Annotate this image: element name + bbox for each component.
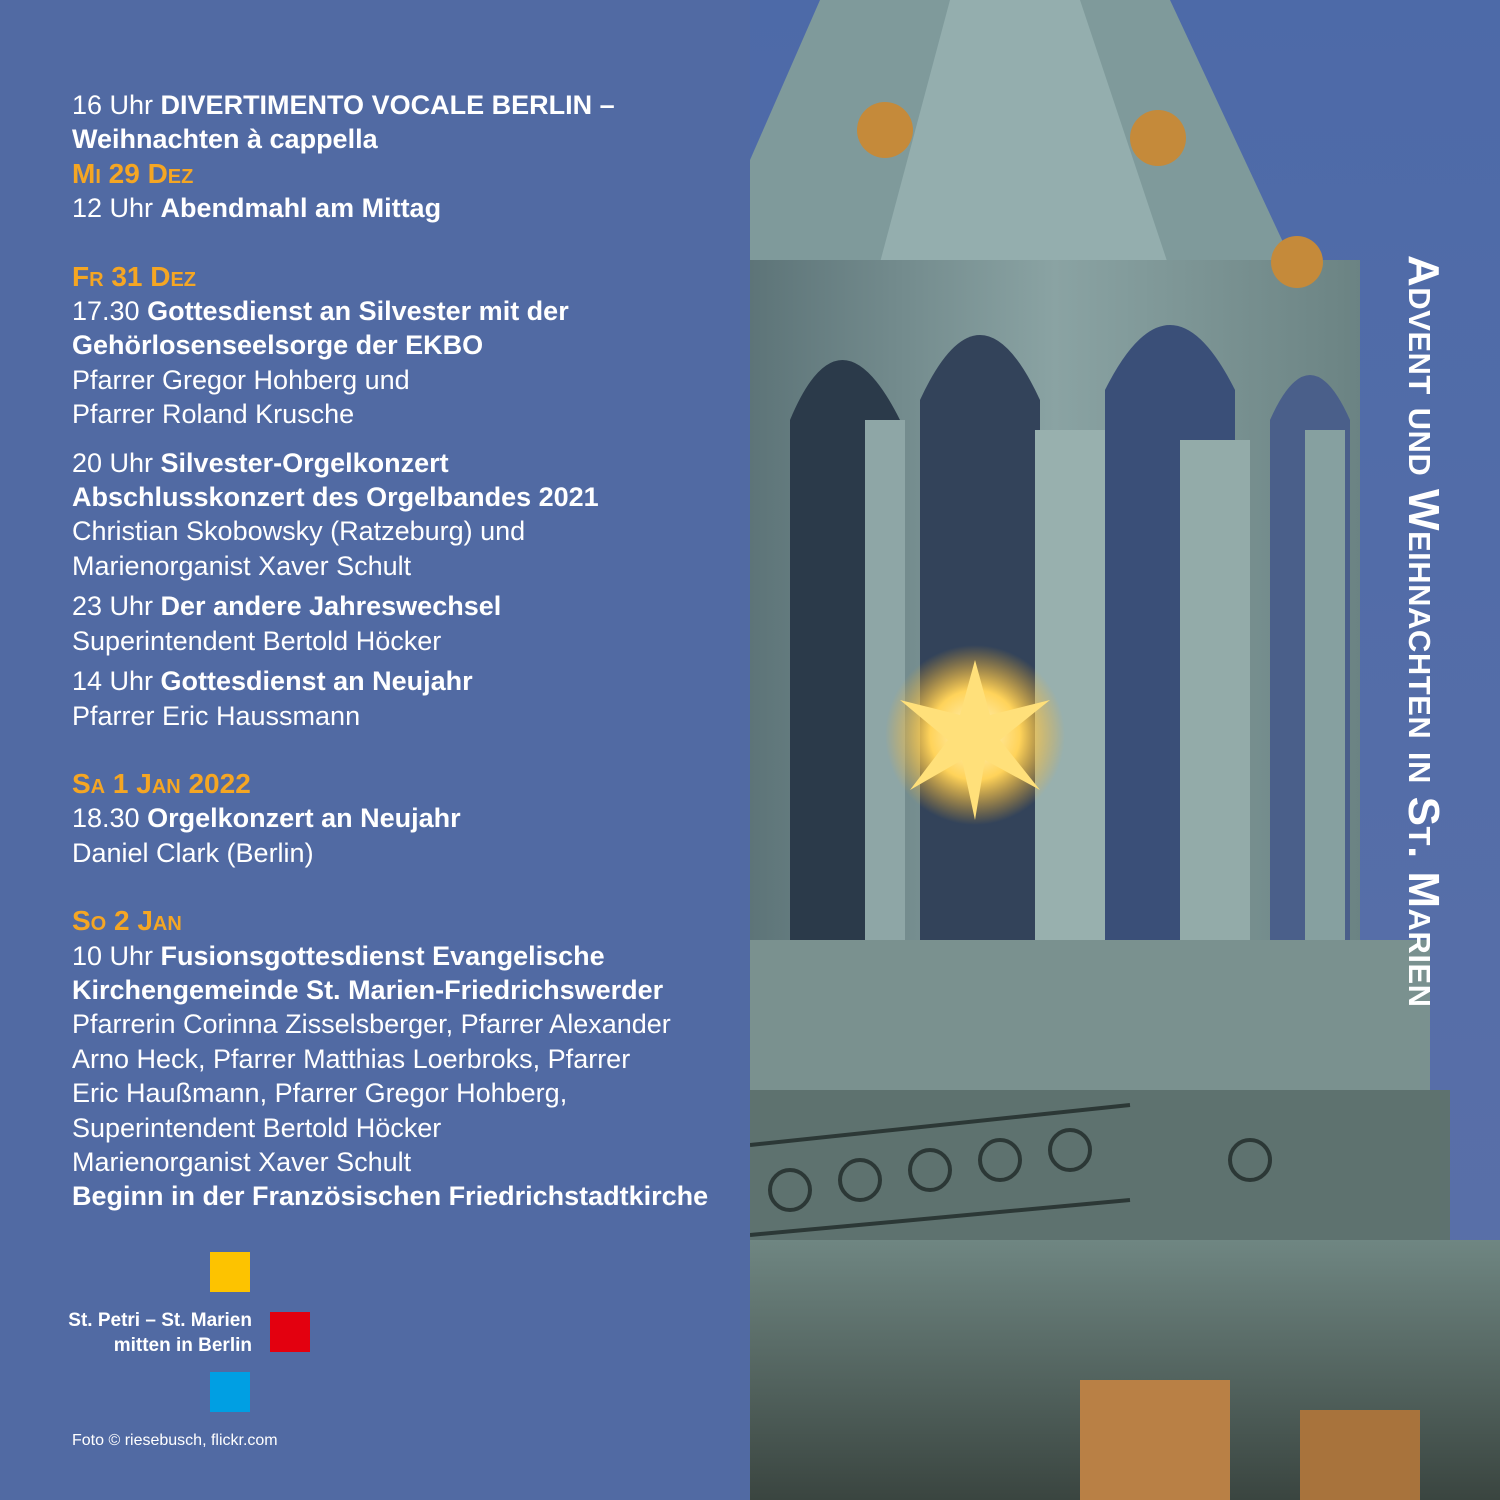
- day-heading: Mi 29 Dez: [72, 157, 194, 189]
- event-time-line: [72, 294, 742, 328]
- event-title: Gehörlosenseelsorge der EKBO: [72, 330, 484, 361]
- day-heading: So 2 Jan: [72, 905, 182, 937]
- event-location-note: Beginn in der Französischen Friedrichstadtkirche: [72, 1181, 709, 1212]
- event-time-line: [72, 801, 742, 835]
- event-title: Der andere Jahreswechsel: [160, 591, 502, 622]
- event-time-line: [72, 939, 742, 973]
- event-performer: Pfarrer Eric Haussmann: [72, 700, 361, 731]
- event-time: 18.30: [72, 803, 148, 834]
- event-schedule: [72, 88, 742, 1214]
- event-performer: Superintendent Bertold Höcker: [72, 1112, 442, 1143]
- event-time-line: [72, 446, 742, 480]
- logo-yellow-square: [210, 1252, 250, 1292]
- vertical-title-text: Advent und Weihnachten in St. Marien: [1399, 255, 1448, 1008]
- logo-red-square: [270, 1312, 310, 1352]
- event-performer: Christian Skobowsky (Ratzeburg) und: [72, 516, 526, 547]
- event-title: Abschlusskonzert des Orgelbandes 2021: [72, 482, 599, 513]
- parish-logo: [60, 1252, 320, 1414]
- logo-blue-square: [210, 1372, 250, 1412]
- event-performer: Pfarrer Roland Krusche: [72, 399, 355, 430]
- event-time-line: [72, 664, 742, 698]
- logo-line-1: St. Petri – St. Marien: [68, 1310, 252, 1331]
- event-time: 12 Uhr: [72, 193, 161, 224]
- tower-illustration: [750, 0, 1500, 1500]
- event-performer: Pfarrerin Corinna Zisselsberger, Pfarrer Alexander: [72, 1009, 671, 1040]
- event-title: DIVERTIMENTO VOCALE BERLIN –: [160, 90, 615, 120]
- event-title: Fusionsgottesdienst Evangelische: [160, 940, 605, 971]
- event-title: Weihnachten à cappella: [72, 124, 378, 155]
- event-time-line: [72, 589, 742, 623]
- church-tower-photo: [750, 0, 1500, 1500]
- event-time: 17.30: [72, 296, 148, 327]
- event-time: 16 Uhr: [72, 90, 161, 120]
- event-title: Silvester-Orgelkonzert: [160, 447, 449, 478]
- event-time: 23 Uhr: [72, 591, 161, 622]
- day-heading: Sa 1 Jan 2022: [72, 767, 251, 799]
- event-title: Gottesdienst an Silvester mit der: [147, 296, 569, 327]
- event-time: 20 Uhr: [72, 447, 161, 478]
- event-performer: Daniel Clark (Berlin): [72, 837, 314, 868]
- event-title: Gottesdienst an Neujahr: [160, 666, 473, 697]
- event-time: 10 Uhr: [72, 940, 161, 971]
- event-performer: Marienorganist Xaver Schult: [72, 1146, 412, 1177]
- event-performer: Marienorganist Xaver Schult: [72, 550, 412, 581]
- logo-line-2: mitten in Berlin: [113, 1335, 252, 1356]
- event-time-line: [72, 191, 742, 225]
- event-performer: Arno Heck, Pfarrer Matthias Loerbroks, Pfarrer: [72, 1043, 631, 1074]
- event-performer: Eric Haußmann, Pfarrer Gregor Hohberg,: [72, 1078, 568, 1109]
- day-heading: Fr 31 Dez: [72, 260, 197, 292]
- photo-credit: Foto © riesebusch, flickr.com: [72, 1432, 278, 1449]
- event-time-line: [72, 88, 742, 122]
- event-title: Abendmahl am Mittag: [160, 193, 442, 224]
- logo-text: [60, 1308, 252, 1358]
- vertical-title: [1398, 255, 1448, 1245]
- event-performer: Pfarrer Gregor Hohberg und: [72, 364, 410, 395]
- event-time: 14 Uhr: [72, 666, 161, 697]
- event-title: Orgelkonzert an Neujahr: [147, 803, 461, 834]
- event-title: Kirchengemeinde St. Marien-Friedrichswerder: [72, 974, 664, 1005]
- event-performer: Superintendent Bertold Höcker: [72, 625, 442, 656]
